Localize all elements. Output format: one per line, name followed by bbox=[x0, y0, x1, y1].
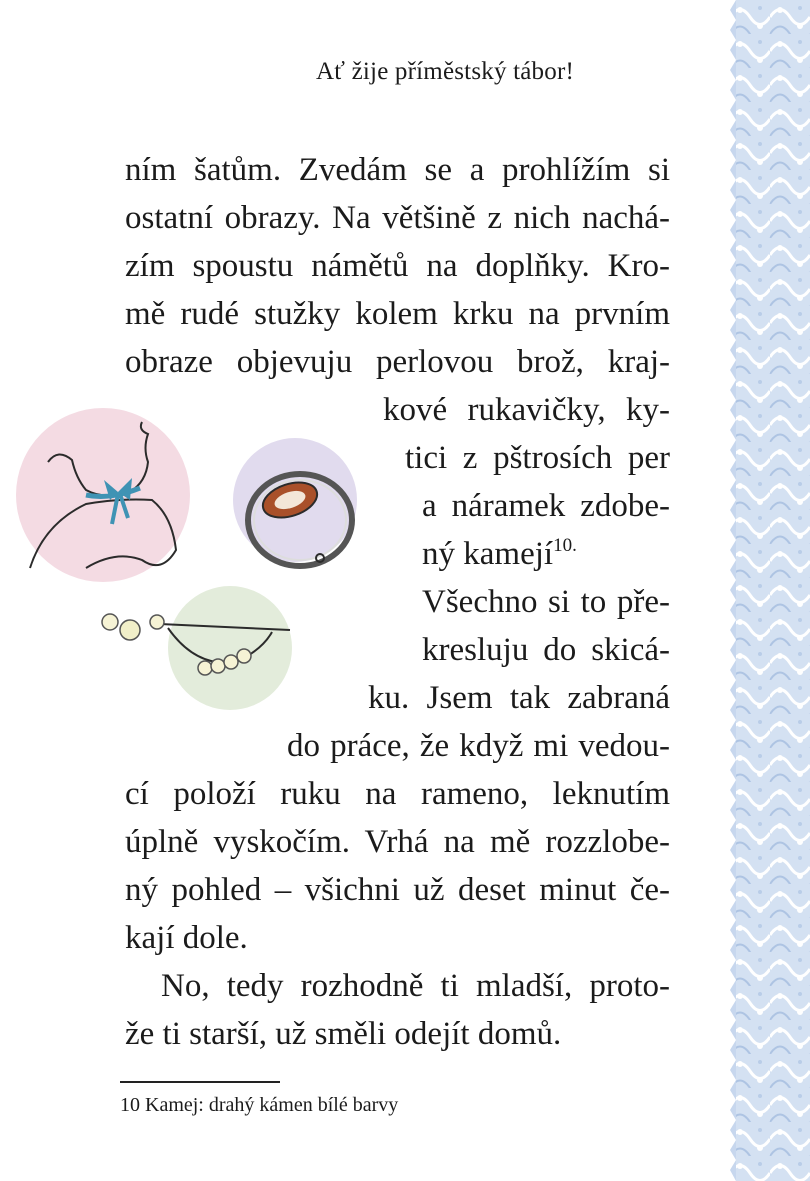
body-line: ku. Jsem tak zabraná bbox=[368, 680, 670, 716]
running-head: Ať žije příměstský tábor! bbox=[316, 58, 574, 85]
accessories-illustration bbox=[0, 400, 400, 720]
body-line: mě rudé stužky kolem krku na prvním bbox=[125, 296, 670, 332]
cameo-bracelet-icon bbox=[233, 438, 357, 566]
pearl-necklace-icon bbox=[102, 586, 292, 710]
body-line: ný pohled – všichni už deset minut če- bbox=[125, 872, 670, 908]
body-line: obraze objevuju perlovou brož, kraj- bbox=[125, 344, 670, 380]
footnote-ref: 10. bbox=[553, 535, 577, 556]
body-line: ostatní obrazy. Na většině z nich nachá- bbox=[125, 200, 670, 236]
body-line bbox=[422, 534, 670, 574]
body-line: ním šatům. Zvedám se a prohlížím si bbox=[125, 152, 670, 188]
body-line: a náramek zdobe- bbox=[422, 488, 670, 524]
body-line: kají dole. bbox=[125, 920, 248, 956]
body-line: že ti starší, už směli odejít domů. bbox=[125, 1016, 562, 1052]
footnote: 10 Kamej: drahý kámen bílé barvy bbox=[120, 1094, 399, 1116]
neck-ribbon-icon bbox=[16, 408, 190, 582]
body-line: tici z pštrosích per bbox=[405, 440, 670, 476]
lace-border-icon bbox=[730, 0, 810, 1181]
footnote-rule bbox=[120, 1081, 280, 1083]
body-line: do práce, že když mi vedou- bbox=[287, 728, 670, 764]
body-line: zím spoustu námětů na doplňky. Kro- bbox=[125, 248, 670, 284]
body-line: Všechno si to pře- bbox=[422, 584, 670, 620]
body-line: kresluju do skicá- bbox=[422, 632, 670, 668]
body-line-text: ný kamejí bbox=[422, 536, 554, 572]
body-line: kové rukavičky, ky- bbox=[383, 392, 670, 428]
body-line: úplně vyskočím. Vrhá na mě rozzlobe- bbox=[125, 824, 670, 860]
body-line: cí položí ruku na rameno, leknutím bbox=[125, 776, 670, 812]
body-line: No, tedy rozhodně ti mladší, proto- bbox=[161, 968, 670, 1004]
